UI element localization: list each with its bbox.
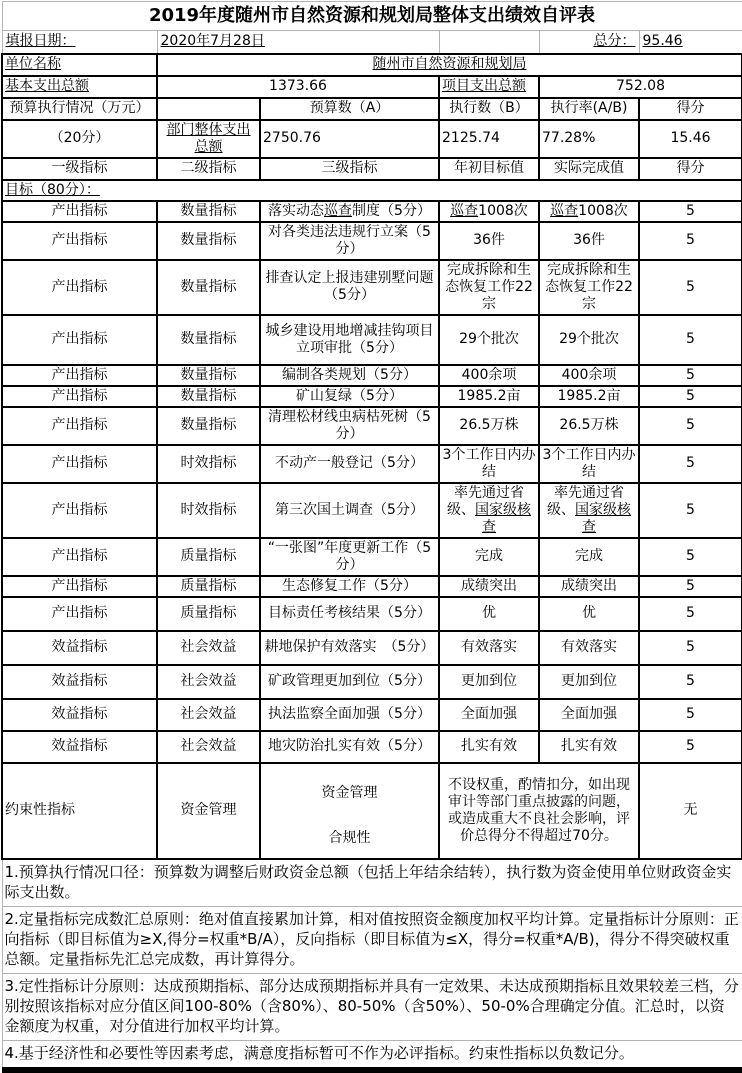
cell-level1: 效益指标 — [2, 631, 157, 665]
note-1: 1.预算执行情况口径：预算数为调整后财政资金总额（包括上年结余结转），执行数为资金使用单位财政资金实际支出数。 — [2, 859, 742, 907]
budget-item-label: 部门整体支出总额 — [157, 120, 260, 158]
cell-rule: 不设权重，酌情扣分，如出现审计等部门重点披露的问题，或造成重大不良社会影响，评价总得分不得超过70分。 — [439, 763, 639, 859]
cell-actual: 成绩突出 — [539, 576, 639, 597]
cell-level3: 清理松材线虫病枯死树（5分） — [260, 407, 439, 445]
cell-score: 5 — [639, 260, 742, 315]
cell-actual: 完成 — [539, 538, 639, 576]
budget-section-label: 预算执行情况（万元） — [2, 98, 157, 120]
empty-cell — [157, 98, 260, 120]
cell-level3: 生态修复工作（5分） — [260, 576, 439, 597]
rate-value: 77.28% — [539, 120, 639, 158]
cell-level3: 目标责任考核结果（5分） — [260, 597, 439, 631]
header-section — [2, 2, 742, 54]
cell-level3: 排查认定上报违建别墅问题（5分） — [260, 260, 439, 315]
executed-value: 2125.74 — [439, 120, 539, 158]
cell-level3: 矿政管理更加到位（5分） — [260, 665, 439, 699]
cell-actual: 36件 — [539, 222, 639, 260]
note-3: 3.定性指标计分原则：达成预期指标、部分达成预期指标并具有一定效果、未达成预期指标且效果较差三档，分别按照该指标对应分值区间100-80%（含80%）、80-50%（含50%）、50-0%合理确定分值。汇总时，以资金额度为权重，对分值进行加权平均计算。 — [2, 973, 742, 1040]
cell-target: 26.5万株 — [439, 407, 539, 445]
cell-target: 完成拆除和生态恢复工作22宗 — [439, 260, 539, 315]
cell-level2: 质量指标 — [157, 597, 260, 631]
self-evaluation-table — [1, 1, 742, 1073]
cell-actual: 完成拆除和生态恢复工作22宗 — [539, 260, 639, 315]
cell-level1: 产出指标 — [2, 597, 157, 631]
cell-level1: 产出指标 — [2, 222, 157, 260]
cell-score: 5 — [639, 631, 742, 665]
constraint-section — [2, 763, 742, 859]
cell-target: 3个工作日内办结 — [439, 445, 539, 483]
cell-actual: 扎实有效 — [539, 731, 639, 763]
cell-level2: 时效指标 — [157, 483, 260, 538]
cell-actual: 400余项 — [539, 365, 639, 386]
indicator-row — [2, 315, 742, 365]
cell-target: 完成 — [439, 538, 539, 576]
cell-level1: 产出指标 — [2, 576, 157, 597]
cell-level1: 产出指标 — [2, 260, 157, 315]
cell-level1: 产出指标 — [2, 407, 157, 445]
cell-level3: 不动产一般登记（5分） — [260, 445, 439, 483]
cell-level3 — [260, 763, 439, 859]
cell-score: 5 — [639, 665, 742, 699]
cell-level3: 编制各类规划（5分） — [260, 365, 439, 386]
note-row — [2, 1040, 742, 1070]
cell-target: 36件 — [439, 222, 539, 260]
cell-level3: 城乡建设用地增减挂钩项目立项审批（5分） — [260, 315, 439, 365]
cell-score: 5 — [639, 538, 742, 576]
cell-score: 5 — [639, 483, 742, 538]
col-header-rate: 执行率(A/B) — [539, 98, 639, 120]
unit-name-label: 单位名称 — [2, 54, 157, 76]
cell-target: 400余项 — [439, 365, 539, 386]
cell-score: 5 — [639, 597, 742, 631]
goal-section-row — [2, 180, 742, 201]
cell-score: 5 — [639, 386, 742, 407]
cell-target: 29个批次 — [439, 315, 539, 365]
report-date-label: 填报日期： — [2, 31, 157, 54]
cell-level2: 质量指标 — [157, 576, 260, 597]
cell-level2: 数量指标 — [157, 260, 260, 315]
col-header-score2: 得分 — [639, 158, 742, 180]
cell-level3: 对各类违法违规行立案（5分） — [260, 222, 439, 260]
budget-section-score-label: （20分） — [2, 120, 157, 158]
cell-level2: 数量指标 — [157, 365, 260, 386]
col-header-level1: 一级指标 — [2, 158, 157, 180]
cell-score: 5 — [639, 201, 742, 222]
cell-level3: 耕地保护有效落实 （5分） — [260, 631, 439, 665]
cell-level1: 约束性指标 — [2, 763, 157, 859]
indicator-row — [2, 576, 742, 597]
indicator-rows — [2, 201, 742, 763]
budget-execution-data-row — [2, 120, 742, 158]
cell-level2: 质量指标 — [157, 538, 260, 576]
indicator-row — [2, 597, 742, 631]
cell-actual: 3个工作日内办结 — [539, 445, 639, 483]
cell-score: 5 — [639, 699, 742, 731]
budget-score-value: 15.46 — [639, 120, 742, 158]
cell-actual: 26.5万株 — [539, 407, 639, 445]
indicator-row — [2, 631, 742, 665]
indicator-row — [2, 386, 742, 407]
project-expense-value: 752.08 — [539, 76, 742, 98]
cell-target: 扎实有效 — [439, 731, 539, 763]
basic-expense-label: 基本支出总额 — [2, 76, 157, 98]
level3-bottom-label: 合规性 — [328, 829, 371, 846]
report-date-row — [2, 31, 742, 54]
cell-level2: 数量指标 — [157, 407, 260, 445]
cell-level1: 产出指标 — [2, 483, 157, 538]
col-header-target: 年初目标值 — [439, 158, 539, 180]
total-score-value: 95.46 — [639, 31, 742, 54]
cell-target: 全面加强 — [439, 699, 539, 731]
cell-level2: 资金管理 — [157, 763, 260, 859]
note-row — [2, 859, 742, 907]
col-header-level2: 二级指标 — [157, 158, 260, 180]
note-row — [2, 906, 742, 973]
cell-score: 5 — [639, 576, 742, 597]
cell-target: 有效落实 — [439, 631, 539, 665]
basic-expense-value: 1373.66 — [157, 76, 439, 98]
cell-level2: 数量指标 — [157, 386, 260, 407]
cell-score: 5 — [639, 222, 742, 260]
note-row — [2, 973, 742, 1040]
cell-score: 5 — [639, 315, 742, 365]
cell-level3: 落实动态巡查制度（5分） — [260, 201, 439, 222]
col-header-actual: 实际完成值 — [539, 158, 639, 180]
cell-level3: “一张图”年度更新工作（5分） — [260, 538, 439, 576]
cell-level1: 产出指标 — [2, 386, 157, 407]
level3-stack — [263, 775, 436, 847]
cell-level2: 社会效益 — [157, 631, 260, 665]
indicator-row — [2, 445, 742, 483]
cell-target: 更加到位 — [439, 665, 539, 699]
cell-target: 优 — [439, 597, 539, 631]
cell-level3: 第三次国土调查（5分） — [260, 483, 439, 538]
indicator-header-row — [2, 158, 742, 180]
unit-name-value: 随州市自然资源和规划局 — [157, 54, 742, 76]
cell-level3: 执法监察全面加强（5分） — [260, 699, 439, 731]
total-score-label: 总分： — [539, 31, 639, 54]
cell-level3: 矿山复绿（5分） — [260, 386, 439, 407]
cell-score: 5 — [639, 407, 742, 445]
col-header-score: 得分 — [639, 98, 742, 120]
indicator-row — [2, 483, 742, 538]
col-header-executed: 执行数（B） — [439, 98, 539, 120]
cell-score: 5 — [639, 365, 742, 386]
cell-target: 率先通过省级、国家级核查 — [439, 483, 539, 538]
cell-level1: 产出指标 — [2, 445, 157, 483]
col-header-level3: 三级指标 — [260, 158, 439, 180]
note-4: 4.基于经济性和必要性等因素考虑，满意度指标暂可不作为必评指标。约束性指标以负数记分。 — [2, 1040, 742, 1070]
cell-level1: 效益指标 — [2, 665, 157, 699]
cell-target: 巡查1008次 — [439, 201, 539, 222]
indicator-row — [2, 538, 742, 576]
cell-level1: 产出指标 — [2, 315, 157, 365]
indicator-row — [2, 201, 742, 222]
main-section — [2, 54, 742, 201]
cell-target: 成绩突出 — [439, 576, 539, 597]
cell-level2: 社会效益 — [157, 731, 260, 763]
indicator-row — [2, 222, 742, 260]
col-header-budget: 预算数（A） — [260, 98, 439, 120]
cell-level1: 产出指标 — [2, 201, 157, 222]
project-expense-label: 项目支出总额 — [439, 76, 539, 98]
page-title: 2019年度随州市自然资源和规划局整体支出绩效自评表 — [2, 2, 742, 31]
cell-score: 无 — [639, 763, 742, 859]
cell-level2: 社会效益 — [157, 665, 260, 699]
cell-level2: 时效指标 — [157, 445, 260, 483]
cell-actual: 29个批次 — [539, 315, 639, 365]
cell-actual: 优 — [539, 597, 639, 631]
cell-actual: 有效落实 — [539, 631, 639, 665]
budget-execution-header-row — [2, 98, 742, 120]
cell-actual: 1985.2亩 — [539, 386, 639, 407]
budget-value: 2750.76 — [260, 120, 439, 158]
cell-score: 5 — [639, 731, 742, 763]
cell-level3: 地灾防治扎实有效（5分） — [260, 731, 439, 763]
cell-level1: 效益指标 — [2, 699, 157, 731]
indicator-row — [2, 365, 742, 386]
notes-section — [2, 859, 742, 1070]
indicator-row — [2, 260, 742, 315]
cell-score: 5 — [639, 445, 742, 483]
cell-level2: 社会效益 — [157, 699, 260, 731]
cell-level2: 数量指标 — [157, 315, 260, 365]
cell-level1: 产出指标 — [2, 538, 157, 576]
cell-level1: 效益指标 — [2, 731, 157, 763]
cell-actual: 率先通过省级、国家级核查 — [539, 483, 639, 538]
spreadsheet — [0, 1, 742, 1073]
indicator-row — [2, 699, 742, 731]
level3-top-label: 资金管理 — [321, 784, 378, 801]
indicator-row — [2, 731, 742, 763]
cell-actual: 全面加强 — [539, 699, 639, 731]
goal-section-label: 目标（80分）： — [2, 180, 742, 201]
indicator-row — [2, 407, 742, 445]
indicator-row — [2, 665, 742, 699]
cell-level2: 数量指标 — [157, 201, 260, 222]
cell-level1: 产出指标 — [2, 365, 157, 386]
constraint-row — [2, 763, 742, 859]
cell-actual: 更加到位 — [539, 665, 639, 699]
report-date-value: 2020年7月28日 — [157, 31, 439, 54]
cell-level2: 数量指标 — [157, 222, 260, 260]
cell-actual: 巡查1008次 — [539, 201, 639, 222]
expense-totals-row — [2, 76, 742, 98]
cell-target: 1985.2亩 — [439, 386, 539, 407]
note-2: 2.定量指标完成数汇总原则：绝对值直接累加计算，相对值按照资金额度加权平均计算。定量指标计分原则：正向指标（即目标值为≥X,得分=权重*B/A），反向指标（即目标值为≤X，得分=权重*A/B)，得分不得突破权重总额。定量指标先汇总完成数，再计算得分。 — [2, 906, 742, 973]
empty-cell — [439, 31, 539, 54]
unit-name-row — [2, 54, 742, 76]
